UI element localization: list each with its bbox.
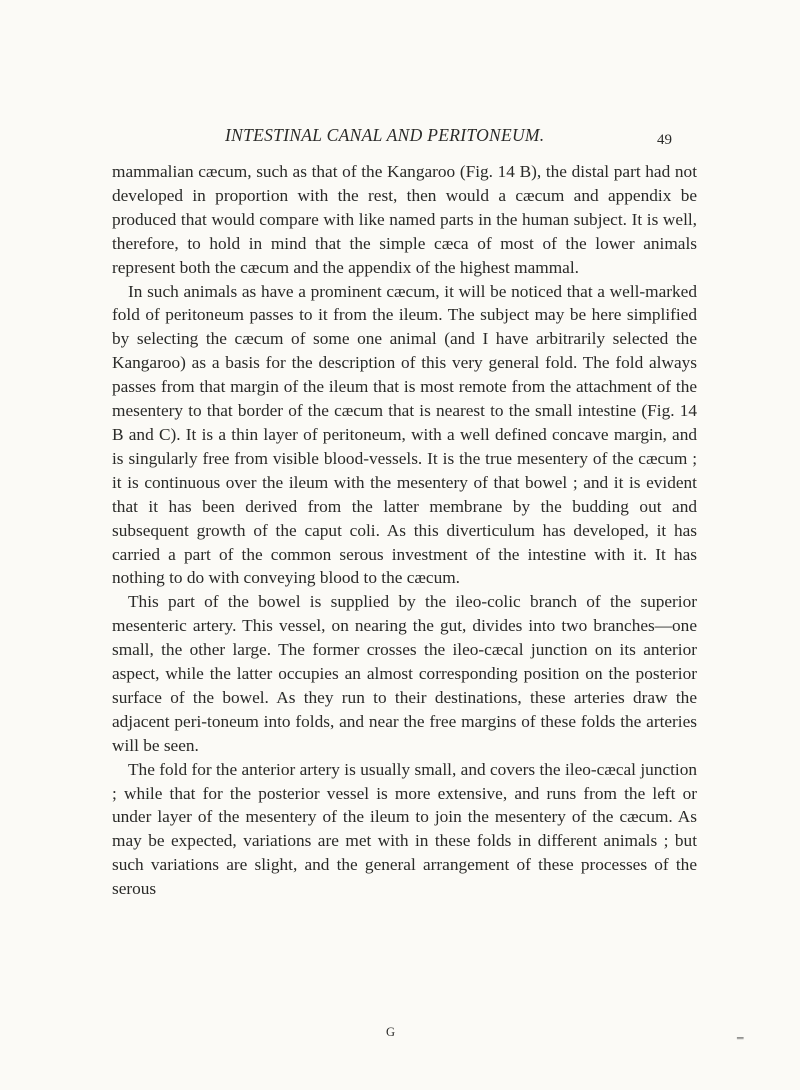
paragraph-2: In such animals as have a prominent cæcum, it will be noticed that a well-marked fold of peritoneum passes to it from the ileum. The subject may be here simplified by selecting the cæcum of some one animal (and I have arbitrarily selected the Kangaroo) as a basis for the description of this very general fold. The fold always passes from that margin of the ileum that is most remote from the attachment of the mesentery to that border of the cæcum that is nearest to the small intestine (Fig. 14 B and C). It is a thin layer of peritoneum, with a well defined concave margin, and is singularly free from visible blood-vessels. It is the true mesentery of the cæcum ; it is continuous over the ileum with the mesentery of that bowel ; and it is evident that it has been derived from the latter membrane by the budding out and subsequent growth of the caput coli. As this diverticulum has developed, it has carried a part of the common serous investment of the intestine with it. It has nothing to do with conveying blood to the cæcum. xyxy=(112,281,697,588)
signature-mark: G xyxy=(386,1025,397,1039)
body-text xyxy=(112,160,697,901)
paragraph-1: mammalian cæcum, such as that of the Kangaroo (Fig. 14 B), the distal part had not developed in proportion with the rest, then would a cæcum and appendix be produced that would compare with like named parts in the human subject. It is well, therefore, to hold in mind that the simple cæca of most of the lower animals represent both the cæcum and the appendix of the highest mammal. xyxy=(112,162,697,277)
running-head: INTESTINAL CANAL AND PERITONEUM. xyxy=(225,125,545,145)
paragraph-3: This part of the bowel is supplied by the ileo-colic branch of the superior mesenteric artery. This vessel, on nearing the gut, divides into two branches—one small, the other large. The former crosses the ileo-cæcal junction on its anterior aspect, while the latter occupies an almost corresponding position on the posterior surface of the bowel. As they run to their destinations, these arteries draw the adjacent peri-toneum into folds, and near the free margins of these folds the arteries will be seen. xyxy=(112,592,697,755)
paragraph-4: The fold for the anterior artery is usually small, and covers the ileo-cæcal junction ; while that for the posterior vessel is more extensive, and runs from the left or under layer of the mesentery of the ileum to join the mesentery of the cæcum. As may be expected, variations are met with in these folds in different animals ; but such variations are slight, and the general arrangement of these processes of the serous xyxy=(112,759,697,899)
page-number: 49 xyxy=(657,132,672,148)
margin-mark: ‗ xyxy=(737,1024,744,1039)
